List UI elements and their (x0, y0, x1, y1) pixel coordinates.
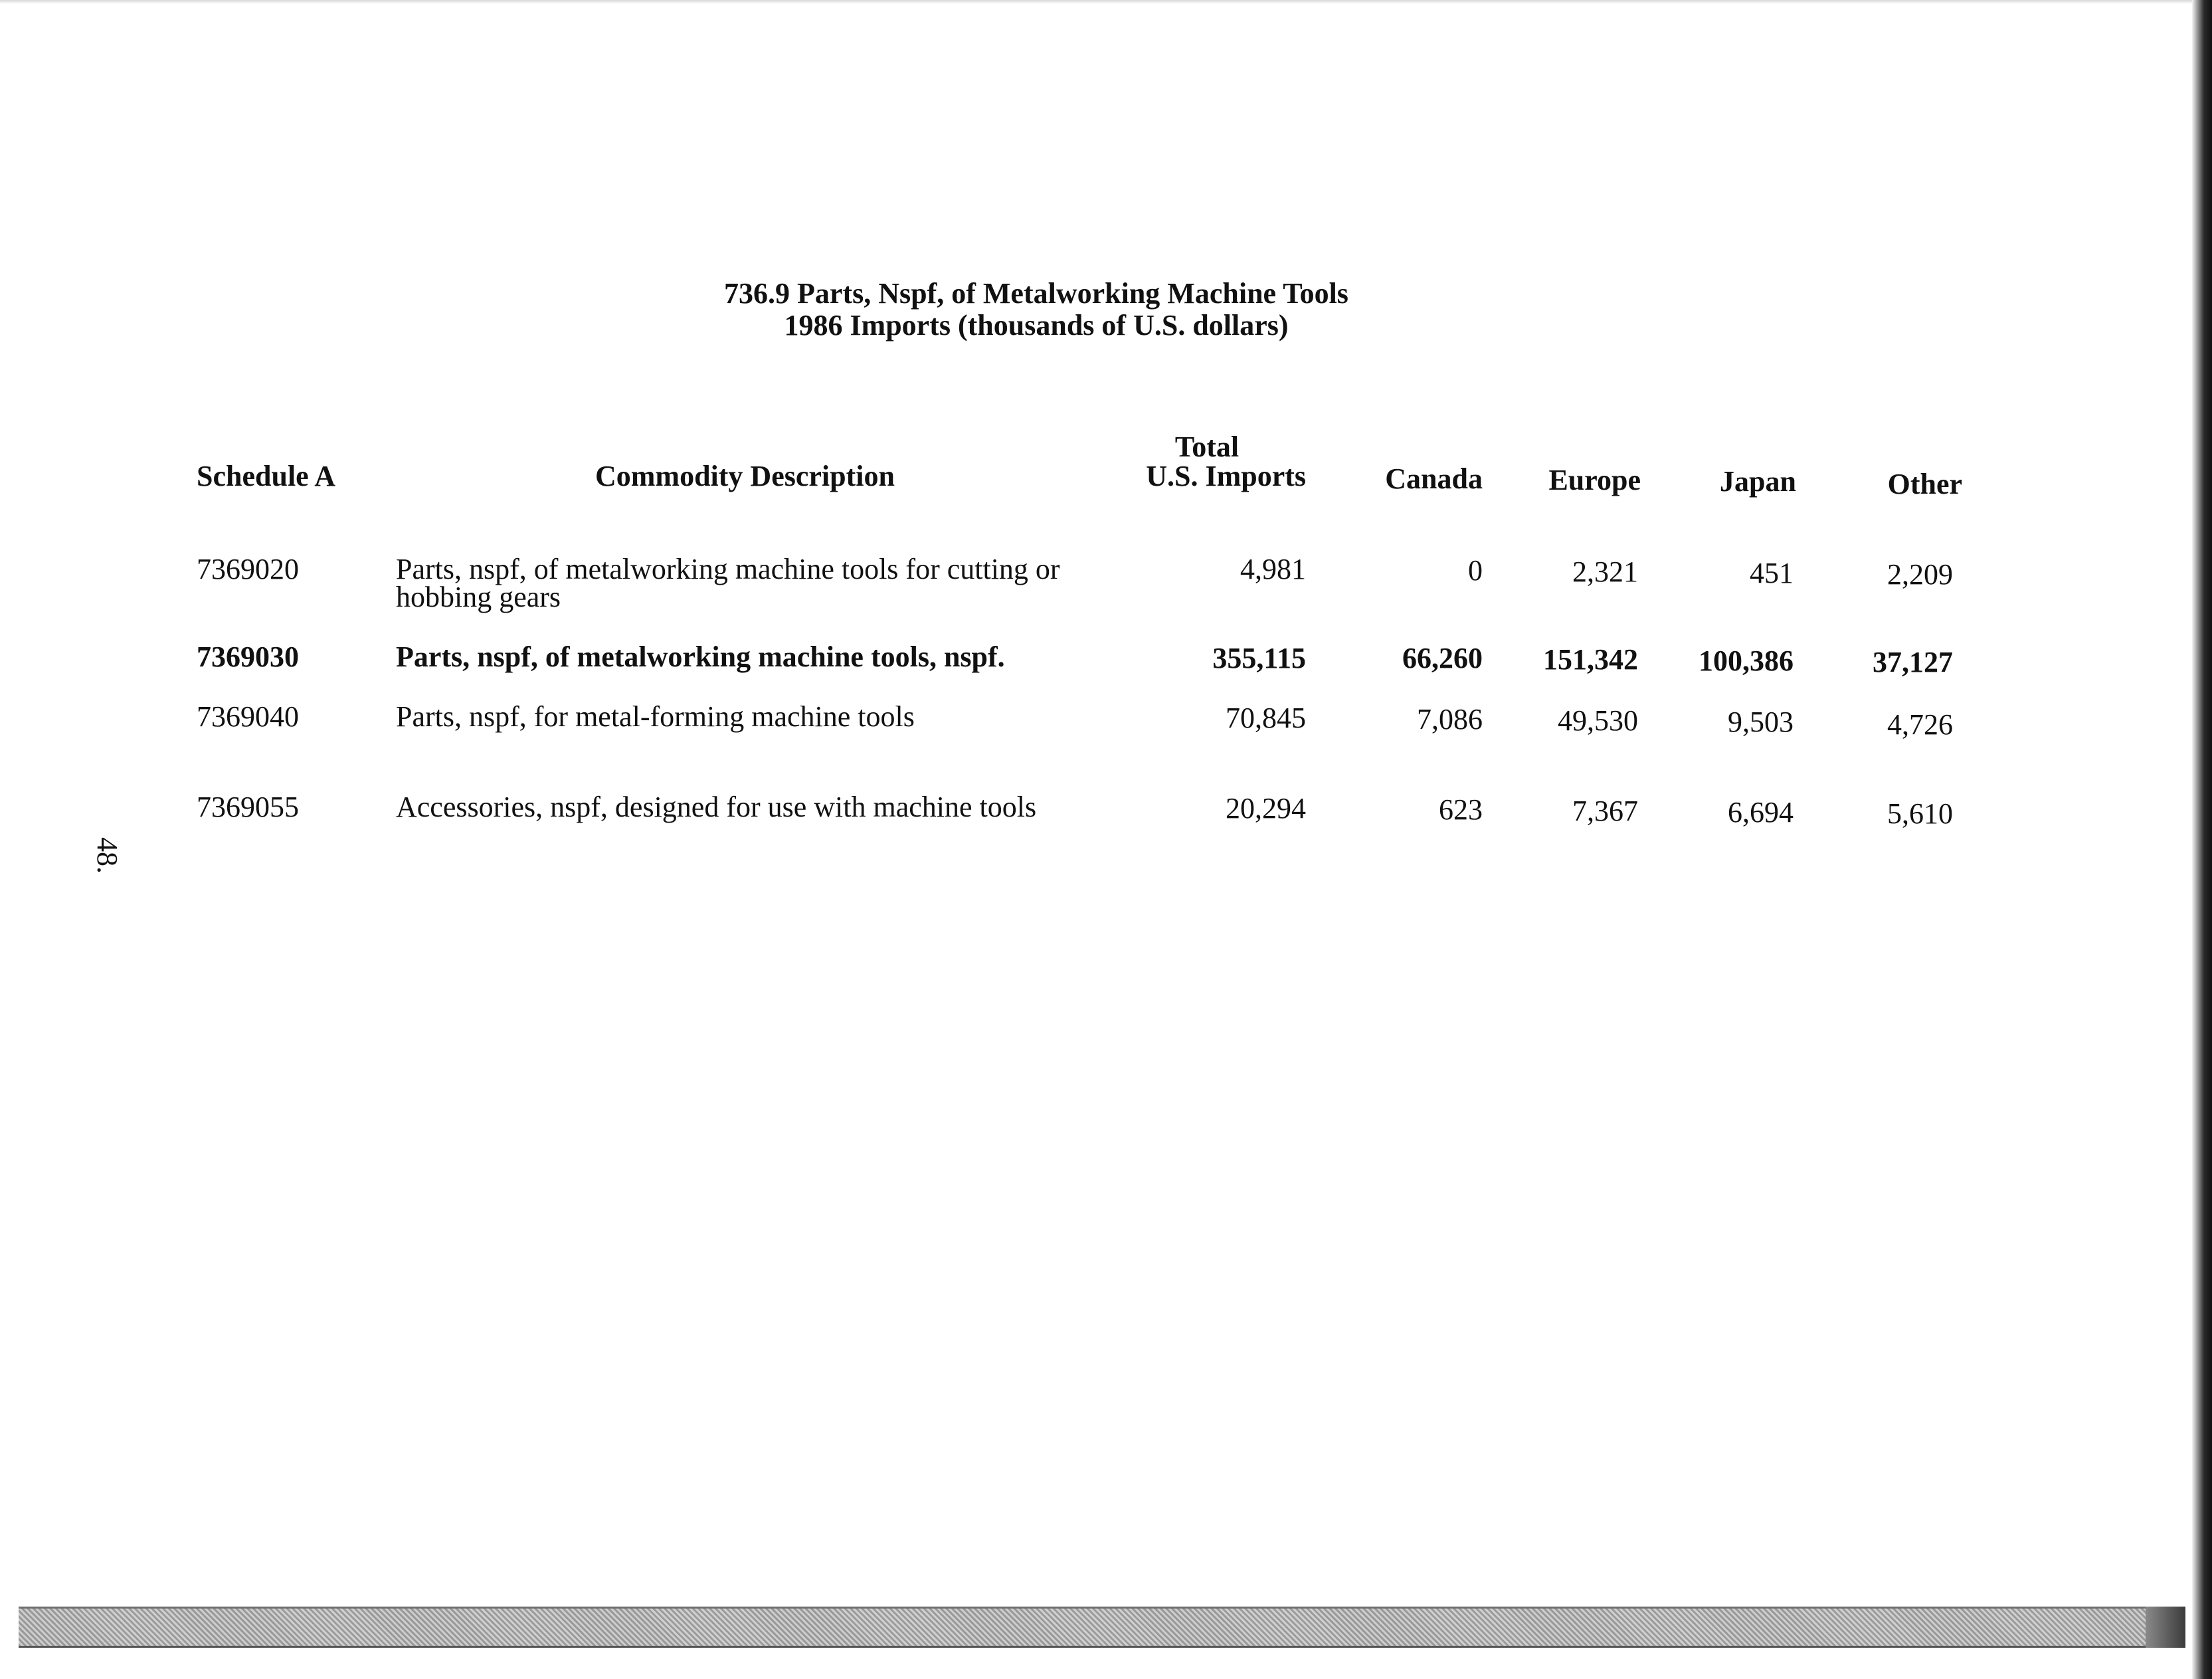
row-other: 37,127 (1873, 646, 1953, 678)
row-total: 355,115 (1212, 642, 1306, 674)
header-commodity-description: Commodity Description (595, 460, 895, 492)
row-europe: 2,321 (1572, 555, 1638, 588)
scan-border-strip (19, 1607, 2185, 1648)
row-description: Accessories, nspf, designed for use with machine tools (396, 791, 1037, 823)
header-total-line1: Total (1174, 431, 1240, 463)
row-total: 4,981 (1240, 553, 1306, 585)
scan-border-strip-end (2146, 1607, 2185, 1648)
row-canada: 7,086 (1417, 703, 1483, 736)
header-total-line2: U.S. Imports (1146, 460, 1306, 492)
row-europe: 49,530 (1558, 704, 1638, 737)
row-schedule: 7369020 (197, 553, 299, 585)
page-number: 48. (91, 837, 124, 874)
row-total: 70,845 (1226, 702, 1306, 734)
header-other: Other (1887, 468, 1962, 500)
row-canada: 66,260 (1402, 642, 1483, 674)
row-schedule: 7369030 (197, 641, 299, 673)
row-schedule: 7369055 (197, 791, 299, 823)
header-schedule-a: Schedule A (197, 460, 336, 492)
row-total: 20,294 (1226, 792, 1306, 825)
row-japan: 6,694 (1728, 796, 1794, 829)
row-canada: 0 (1468, 554, 1483, 587)
row-description: Parts, nspf, of metalworking machine tools for cutting or (396, 553, 1060, 585)
table-title (0, 278, 2073, 342)
title-line-2: 1986 Imports (thousands of U.S. dollars) (784, 309, 1289, 342)
row-schedule: 7369040 (197, 700, 299, 733)
header-europe: Europe (1548, 464, 1641, 496)
row-description-cont: hobbing gears (396, 581, 561, 613)
row-description: Parts, nspf, for metal-forming machine tools (396, 700, 915, 733)
row-canada: 623 (1439, 793, 1483, 826)
row-other: 4,726 (1887, 708, 1953, 741)
page-right-edge (2192, 0, 2212, 1679)
row-description: Parts, nspf, of metalworking machine tools, nspf. (396, 641, 1005, 673)
header-japan: Japan (1720, 465, 1796, 498)
row-europe: 151,342 (1543, 643, 1638, 676)
row-other: 2,209 (1887, 558, 1953, 591)
row-europe: 7,367 (1572, 795, 1638, 827)
header-canada: Canada (1385, 462, 1483, 495)
title-line-1: 736.9 Parts, Nspf, of Metalworking Machine Tools (724, 277, 1348, 310)
row-japan: 100,386 (1699, 644, 1794, 677)
page-top-edge (0, 0, 2212, 4)
row-japan: 9,503 (1728, 706, 1794, 738)
row-other: 5,610 (1887, 797, 1953, 830)
row-japan: 451 (1750, 557, 1794, 589)
